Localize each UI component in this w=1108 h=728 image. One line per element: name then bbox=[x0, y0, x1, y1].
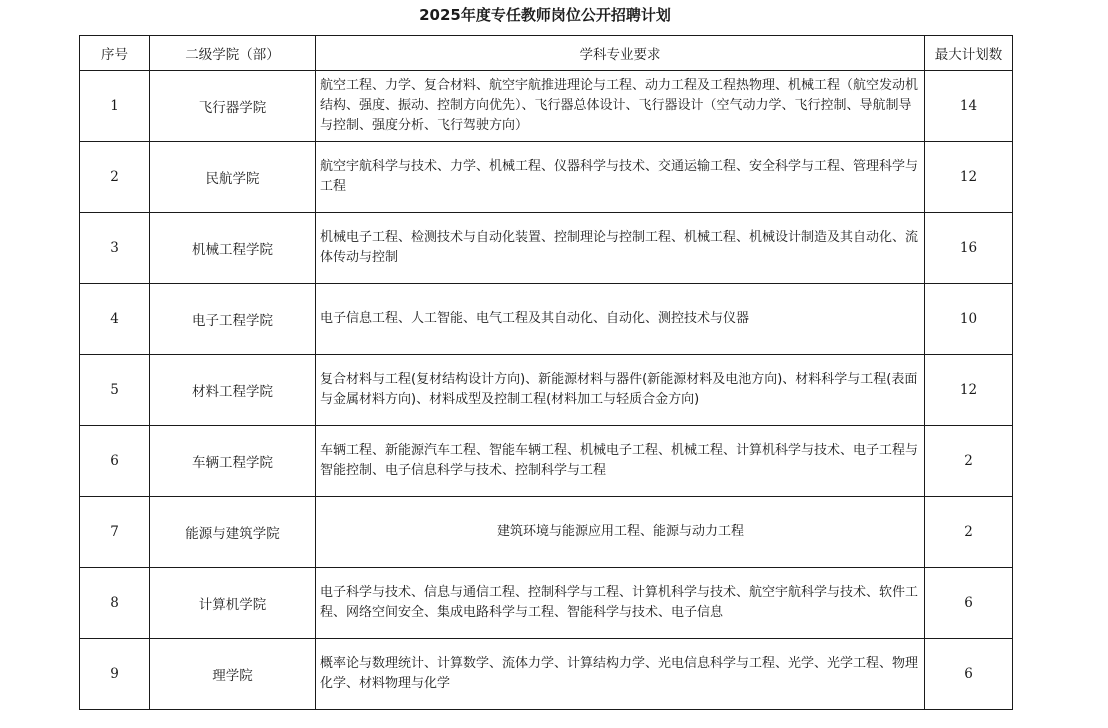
table-row bbox=[80, 355, 1013, 426]
row-index: 8 bbox=[80, 568, 150, 639]
row-index: 7 bbox=[80, 497, 150, 568]
row-index: 9 bbox=[80, 639, 150, 710]
row-requirements: 航空工程、力学、复合材料、航空宇航推进理论与工程、动力工程及工程热物理、机械工程（航空发动机结构、强度、振动、控制方向优先）、飞行器总体设计、飞行器设计（空气动力学、飞行控制、导航制导与控制、强度分析、飞行驾驶方向） bbox=[316, 71, 925, 142]
row-quota: 6 bbox=[925, 568, 1013, 639]
row-school: 计算机学院 bbox=[150, 568, 316, 639]
row-requirements: 电子信息工程、人工智能、电气工程及其自动化、自动化、测控技术与仪器 bbox=[316, 284, 925, 355]
header-quota: 最大计划数 bbox=[925, 36, 1013, 71]
row-index: 2 bbox=[80, 142, 150, 213]
table-row bbox=[80, 142, 1013, 213]
row-requirements: 建筑环境与能源应用工程、能源与动力工程 bbox=[316, 497, 925, 568]
table-row bbox=[80, 213, 1013, 284]
row-school: 材料工程学院 bbox=[150, 355, 316, 426]
row-requirements: 电子科学与技术、信息与通信工程、控制科学与工程、计算机科学与技术、航空宇航科学与技术、软件工程、网络空间安全、集成电路科学与工程、智能科学与技术、电子信息 bbox=[316, 568, 925, 639]
table-row bbox=[80, 284, 1013, 355]
header-school: 二级学院（部） bbox=[150, 36, 316, 71]
row-quota: 12 bbox=[925, 355, 1013, 426]
row-quota: 2 bbox=[925, 497, 1013, 568]
row-requirements: 机械电子工程、检测技术与自动化装置、控制理论与控制工程、机械工程、机械设计制造及其自动化、流体传动与控制 bbox=[316, 213, 925, 284]
row-school: 理学院 bbox=[150, 639, 316, 710]
row-quota: 16 bbox=[925, 213, 1013, 284]
row-school: 机械工程学院 bbox=[150, 213, 316, 284]
row-school: 飞行器学院 bbox=[150, 71, 316, 142]
row-school: 能源与建筑学院 bbox=[150, 497, 316, 568]
table-row bbox=[80, 568, 1013, 639]
table-header-row bbox=[80, 36, 1013, 71]
header-requirements: 学科专业要求 bbox=[316, 36, 925, 71]
row-quota: 2 bbox=[925, 426, 1013, 497]
row-school: 电子工程学院 bbox=[150, 284, 316, 355]
row-quota: 12 bbox=[925, 142, 1013, 213]
row-requirements: 车辆工程、新能源汽车工程、智能车辆工程、机械电子工程、机械工程、计算机科学与技术、电子工程与智能控制、电子信息科学与技术、控制科学与工程 bbox=[316, 426, 925, 497]
table-row bbox=[80, 426, 1013, 497]
row-index: 3 bbox=[80, 213, 150, 284]
row-quota: 14 bbox=[925, 71, 1013, 142]
header-index: 序号 bbox=[80, 36, 150, 71]
row-school: 民航学院 bbox=[150, 142, 316, 213]
recruitment-plan-table bbox=[79, 35, 1013, 710]
row-quota: 6 bbox=[925, 639, 1013, 710]
table-row bbox=[80, 639, 1013, 710]
row-quota: 10 bbox=[925, 284, 1013, 355]
row-index: 4 bbox=[80, 284, 150, 355]
row-requirements: 航空宇航科学与技术、力学、机械工程、仪器科学与技术、交通运输工程、安全科学与工程、管理科学与工程 bbox=[316, 142, 925, 213]
table-row bbox=[80, 71, 1013, 142]
row-requirements: 复合材料与工程(复材结构设计方向)、新能源材料与器件(新能源材料及电池方向)、材料科学与工程(表面与金属材料方向)、材料成型及控制工程(材料加工与轻质合金方向) bbox=[316, 355, 925, 426]
row-index: 5 bbox=[80, 355, 150, 426]
row-requirements: 概率论与数理统计、计算数学、流体力学、计算结构力学、光电信息科学与工程、光学、光学工程、物理化学、材料物理与化学 bbox=[316, 639, 925, 710]
page-title: 2025年度专任教师岗位公开招聘计划 bbox=[419, 6, 671, 24]
table-row bbox=[80, 497, 1013, 568]
row-index: 6 bbox=[80, 426, 150, 497]
row-index: 1 bbox=[80, 71, 150, 142]
row-school: 车辆工程学院 bbox=[150, 426, 316, 497]
